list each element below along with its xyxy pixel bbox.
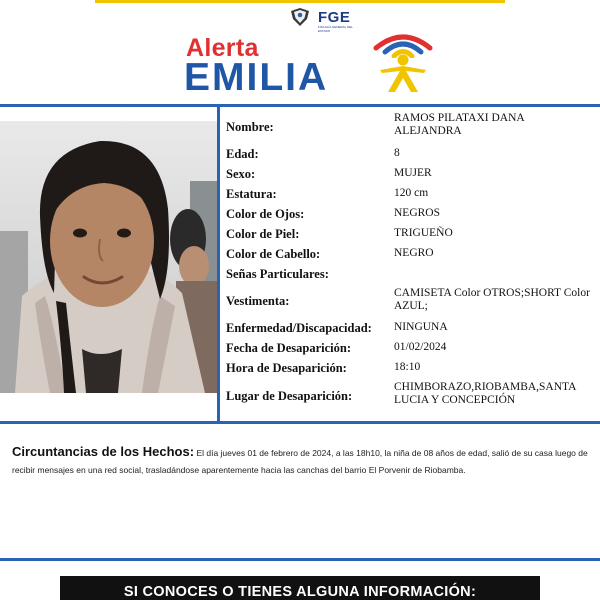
alert-word: Alerta bbox=[186, 34, 259, 62]
field-value: TRIGUEÑO bbox=[394, 227, 453, 239]
top-accent-bar bbox=[95, 0, 505, 3]
field-label: Enfermedad/Discapacidad: bbox=[226, 321, 372, 335]
field-label: Edad: bbox=[226, 147, 259, 161]
child-figure-icon bbox=[376, 52, 430, 94]
field-value: NEGROS bbox=[394, 207, 441, 219]
org-logo-text: FGE bbox=[318, 9, 351, 26]
field-value: 01/02/2024 bbox=[394, 341, 447, 353]
field-value: 8 bbox=[394, 147, 400, 159]
field-label: Color de Cabello: bbox=[226, 247, 321, 261]
field-value: 18:10 bbox=[394, 361, 421, 373]
circumstances-section bbox=[12, 443, 594, 479]
org-logo-subtitle: FISCALÍA GENERAL DEL ESTADO bbox=[318, 25, 353, 33]
field-value: RAMOS PILATAXI DANA ALEJANDRA bbox=[394, 112, 525, 137]
field-label: Sexo: bbox=[226, 167, 256, 181]
section-divider bbox=[0, 558, 600, 561]
field-value: CAMISETA Color OTROS;SHORT Color AZUL; bbox=[394, 287, 590, 312]
field-label: Estatura: bbox=[226, 187, 277, 201]
field-label: Nombre: bbox=[226, 120, 274, 134]
field-label: Lugar de Desaparición: bbox=[226, 389, 353, 403]
field-value: NINGUNA bbox=[394, 321, 448, 333]
field-label: Color de Ojos: bbox=[226, 207, 305, 221]
contact-banner-text: SI CONOCES O TIENES ALGUNA INFORMACIÓN: bbox=[123, 584, 477, 600]
circumstances-text: El día jueves 01 de febrero de 2024, a las 18h10, la niña de 08 años de edad, salió de su casa luego de recibir mensajes en una red social, trasladándose aparentemente hacia las canchas del barrio El Porvenir de Riobamba. bbox=[12, 448, 588, 475]
field-label: Señas Particulares: bbox=[226, 267, 329, 281]
institution-header bbox=[0, 5, 600, 33]
contact-banner bbox=[60, 576, 540, 600]
alert-name: EMILIA bbox=[184, 56, 329, 99]
field-label: Color de Piel: bbox=[226, 227, 300, 241]
field-value: CHIMBORAZO,RIOBAMBA,SANTA LUCIA Y CONCEPCIÓN bbox=[394, 381, 576, 406]
field-label: Vestimenta: bbox=[226, 294, 290, 308]
photo-frame bbox=[0, 107, 220, 421]
field-label: Hora de Desaparición: bbox=[226, 361, 347, 375]
field-value: NEGRO bbox=[394, 247, 434, 259]
field-value: MUJER bbox=[394, 167, 432, 179]
field-label: Fecha de Desaparición: bbox=[226, 341, 351, 355]
circumstances-label: Circuntancias de los Hechos: bbox=[12, 444, 195, 459]
field-value: 120 cm bbox=[394, 187, 429, 199]
missing-person-photo bbox=[0, 121, 217, 393]
coat-of-arms-icon bbox=[289, 7, 311, 27]
